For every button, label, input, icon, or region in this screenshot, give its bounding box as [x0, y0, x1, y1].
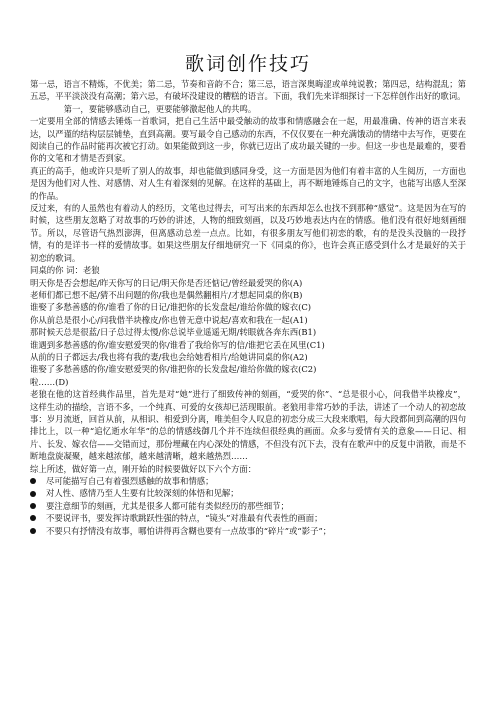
section-heading: 第一，要能够感动自己，更要能够激起他人的共鸣。 [63, 103, 257, 114]
list-item: 尽可能描写自己有着强烈感触的故事和情感； [30, 475, 466, 487]
lyric-line: 谁娶了多愁善感的你/谁安慰爱哭的你/谁把你的长发盘起/谁给你做的嫁衣(C2) [30, 364, 317, 375]
body-paragraph-1: 一定要用全部的情感去锤炼一首歌词，把自己生活中最受触动的故事和情感融会在一起，用最准确、传神的语言来表达，以严谨的结构层层铺垫，直到高潮。要写最令自己感动的东西，不仅仅要在一种充满饿动的情绪中去写作，更要在阅读自己的作品时能再次被它打动。如果能做到这一步，你就已迈出了成功最关键的一步。但这一步也是最难的，要看你的文笔和才情是否到家。 [30, 116, 466, 164]
bullet-icon [30, 515, 36, 521]
song-lyrics [30, 277, 466, 389]
bullet-icon [30, 503, 36, 509]
summary-heading: 综上所述，做好第一点，刚开始的时候要做好以下六个方面： [30, 463, 257, 474]
bullet-icon [30, 478, 36, 484]
list-item: 不要只有抒情没有故事，哪怕讲得再含糊也要有一点故事的“碎片”或“影子”； [30, 525, 466, 537]
lyric-line: 老师们都已想不起/猜不出问题的你/我也是偶然翻相片/才想起同桌的你(B) [30, 289, 303, 300]
lyric-line: 啦……(D) [30, 376, 69, 387]
body-paragraph-2: 真正的高手，他或许只是听了别人的故事，却也能做到感同身受，这一方面是因为他们有着丰富的人生阅历，一方面也是因为他们对人性、对感情、对人生有着深刻的见解。在这样的基础上，再不断地锤炼自己的文字，也能写出感人至深的作品。 [30, 165, 466, 201]
lyric-line: 你从前总是很小心/问我借半块橡皮/你也曾无意中说起/喜欢和我在一起(A1) [30, 314, 308, 325]
song-heading: 同桌的你 词：老狼 [30, 265, 100, 276]
list-item: 要注意细节的刻画，尤其是很多人都可能有类似经历的那些细节； [30, 500, 466, 512]
lyric-line: 谁遇到多愁善感的你/谁安慰爱哭的你/谁看了我给你写的信/谁把它丢在风里(C1) [30, 339, 325, 350]
intro-paragraph: 第一忌，语言不精炼，不优美；第二忌，节奏和音韵不合；第三忌，语言深奥晦涩或单纯说教；第四忌，结构混乱；第五忌，平平淡淡没有高潮；第六忌，有破坏没建设的糟糕的语言。下面，我们先来详细探讨一下怎样创作出好的歌词。 [30, 79, 466, 102]
body-paragraph-3: 反过来，有的人虽然也有着动人的经历，文笔也过得去，可写出来的东西却怎么也找不到那种“感觉”。这是因为在写的时候，这些朋友忽略了对故事的巧妙的讲述，人物的细致刻画，以及巧妙地表达内在的情感。他们没有很好地刻画细节。所以，尽管语气热烈澎湃，但离感动总差一点点。比如，有很多朋友写他们初恋的歌，有的是没头没脑的一段抒情，有的是详书一样的爱情故事。如果这些朋友仔细地研究一下《同桌的你》，也许会真正感受到什么才是最好的关于初恋的歌词。 [30, 203, 466, 263]
body-paragraph-4: 老狼在他的这首经典作品里，首先是对“她”进行了细致传神的刻画，“爱哭的你”、“总是很小心，问我借半块橡皮”，这样生动的描绘，言语不多，一个纯真、可爱的女孩却已活现眼前。老狼用非常巧妙的手法，讲述了一个动人的初恋故事：岁月流逝，回首从前，从相识、相爱到分离，唯美但令人叹息的初恋分成三大段来歌唱，每大段都间到高潮的四句排比上，以一种“追忆逝水年华”的总的情感线御几个并不连续但很经典的画面。众多与爱情有关的意象——日记、相片、长发、嫁衣信——交错而过，那份埋藏在内心深处的情感，不但没有沉下去，没有在歌声中的反复中消散，而是不断地盘旋凝聚，越来越浓郁，越来越清晰，越来越热烈…… [30, 389, 466, 462]
page-title: 歌词创作技巧 [184, 53, 311, 75]
bullet-list [30, 475, 466, 537]
bullet-icon [30, 528, 36, 534]
list-item: 对人性、感情乃至人生要有比较深刻的体悟和见解； [30, 487, 466, 499]
lyric-line: 谁娶了多愁善感的你/谁看了你的日记/谁把你的长发盘起/谁给你做的嫁衣(C) [30, 302, 312, 313]
bullet-icon [30, 491, 36, 497]
list-item: 不要说评书，要发挥诗歌跳跃性强的特点，“镜头”对准最有代表性的画面； [30, 512, 466, 524]
lyric-line: 那时候天总是很蓝/日子总过得太慢/你总说毕业遥遥无期/转眼就各奔东西(B1) [30, 327, 317, 338]
lyric-line: 从前的日子都远去/我也将有我的妻/我也会给她看相片/给她讲同桌的你(A2) [30, 351, 308, 362]
lyric-line: 明天你是否会想起/昨天你写的日记/明天你是否还惦记/曾经最爱哭的你(A) [30, 277, 303, 288]
